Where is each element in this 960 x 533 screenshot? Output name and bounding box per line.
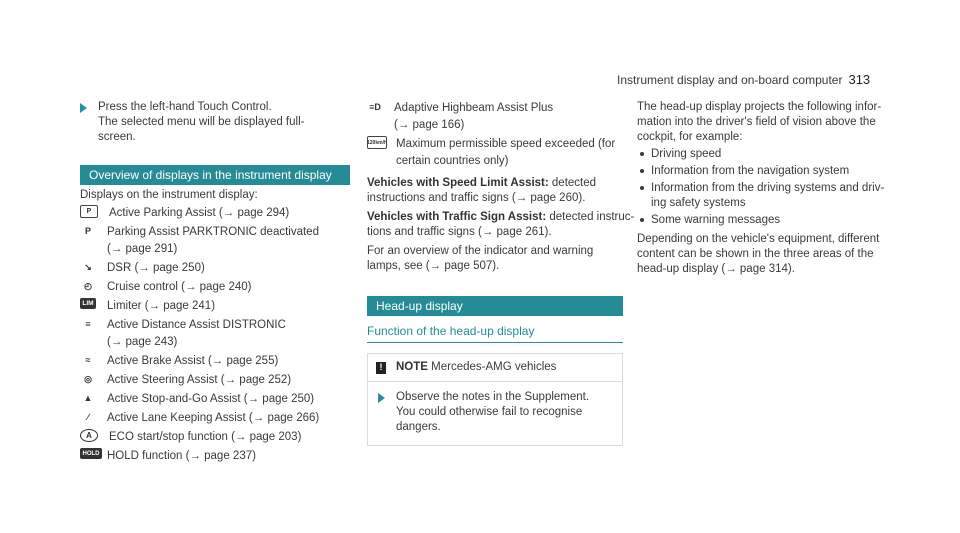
list-item [80,448,350,465]
list-item [80,391,350,408]
intro-text: Displays on the instrument display: [80,189,258,201]
traffic-sign-text: detected instruc- [546,211,635,223]
item-text: Limiter (→ page 241) [107,300,216,312]
instruction-triangle-icon [378,393,385,403]
parking-assist-icon: P [80,205,98,218]
speed-limit-text: detected [548,177,597,189]
item-text: Cruise control (→ page 240) [107,281,252,293]
item-text: DSR (→ page 250) [107,262,205,274]
bullet-list [637,147,893,228]
equipment-paragraph [637,232,893,277]
paragraph-text: mation into the driver's field of vision above the [637,116,876,128]
column-left [80,100,350,465]
list-item [367,136,623,170]
item-text: HOLD function (→ page 237) [107,450,256,462]
head-up-intro [637,100,893,145]
display-list [80,205,350,465]
header-title: Instrument display and on-board computer [617,73,843,87]
paragraph-text: The head-up display projects the following infor- [637,101,882,113]
item-text: certain countries only) [396,155,509,167]
paragraph-text: Depending on the vehicle's equipment, different [637,233,880,245]
list-item [80,429,350,446]
traffic-sign-paragraph [367,210,635,240]
speed-limit-label: Vehicles with Speed Limit Assist: [367,177,549,189]
note-text: Observe the notes in the Supplement. [396,391,590,403]
parktronic-off-icon: P [84,226,91,236]
traffic-sign-text: tions and traffic signs (→ page 261). [367,226,552,238]
overview-text: For an overview of the indicator and warning [367,245,594,257]
instruction-line: The selected menu will be displayed full- [98,116,305,128]
column-middle [367,100,635,446]
instruction-triangle-icon [80,103,87,113]
paragraph-text: content can be shown in the three areas of the [637,248,874,260]
subheading: Function of the head-up display [367,324,623,343]
bullet-item: Driving speed [637,147,893,162]
item-text: Active Distance Assist DISTRONIC [107,319,286,331]
limiter-icon: LIM [80,298,96,309]
overview-text: lamps, see (→ page 507). [367,260,500,272]
item-text: Active Parking Assist (→ page 294) [109,207,290,219]
steering-assist-icon: ◎ [84,373,92,384]
overview-paragraph [367,244,623,274]
brake-assist-icon: ≈ [85,355,91,365]
list-item [80,317,350,351]
paragraph-text: head-up display (→ page 314). [637,263,795,275]
item-text: ECO start/stop function (→ page 203) [109,431,302,443]
note-text: You could otherwise fail to recognise [396,406,583,418]
lane-keeping-icon: ∕ [87,412,89,422]
section-title-head-up: Head-up display [367,296,623,316]
page-header [617,72,870,88]
cruise-control-icon: ◴ [84,280,92,291]
item-text: Active Stop-and-Go Assist (→ page 250) [107,393,315,405]
note-body [368,382,622,445]
list-item [80,279,350,296]
list-item [80,353,350,370]
instruction-line: Press the left-hand Touch Control. [98,101,272,113]
item-text: (→ page 166) [394,119,465,131]
hold-icon: HOLD [80,448,102,459]
note-title: Mercedes-AMG vehicles [431,361,557,373]
list-item [80,298,350,315]
highbeam-assist-icon: ≡D [369,102,381,112]
note-header [368,354,622,382]
list-item [80,410,350,427]
note-text: dangers. [396,421,441,433]
exclamation-icon: ! [376,362,386,374]
bullet-item: Some warning messages [637,213,893,228]
item-text: (→ page 291) [107,243,178,255]
traffic-sign-label: Vehicles with Traffic Sign Assist: [367,211,547,223]
item-text: Parking Assist PARKTRONIC deactivated [107,226,319,238]
item-text: Active Brake Assist (→ page 255) [107,355,279,367]
speed-limit-paragraph [367,176,623,206]
paragraph-text: cockpit, for example: [637,131,743,143]
item-text: Active Steering Assist (→ page 252) [107,374,292,386]
item-text: Maximum permissible speed exceeded (for [396,138,616,150]
page-number: 313 [848,72,871,87]
bullet-item: Information from the navigation system [637,164,893,179]
bullet-item: Information from the driving systems and driv- ing safety systems [637,181,893,211]
list-item [80,205,350,222]
distronic-icon: ≡ [85,319,91,329]
note-box [367,353,623,446]
note-label: NOTE [396,361,428,373]
eco-start-stop-icon: A [80,429,98,442]
section-title-overview: Overview of displays in the instrument display [80,165,350,185]
item-text: (→ page 243) [107,336,178,348]
max-speed-icon: 120km/h [367,136,387,149]
list-item [80,372,350,389]
speed-limit-text: instructions and traffic signs (→ page 260). [367,192,586,204]
stop-and-go-icon: ▲ [83,393,93,403]
list-item [80,224,350,258]
item-text: Active Lane Keeping Assist (→ page 266) [107,412,320,424]
item-text: Adaptive Highbeam Assist Plus [394,102,554,114]
instruction-line: screen. [98,131,136,143]
column-right [637,100,893,277]
dsr-icon: ↘ [84,261,92,272]
list-item [80,260,350,277]
instruction-step [80,100,350,145]
list-item [367,100,623,134]
